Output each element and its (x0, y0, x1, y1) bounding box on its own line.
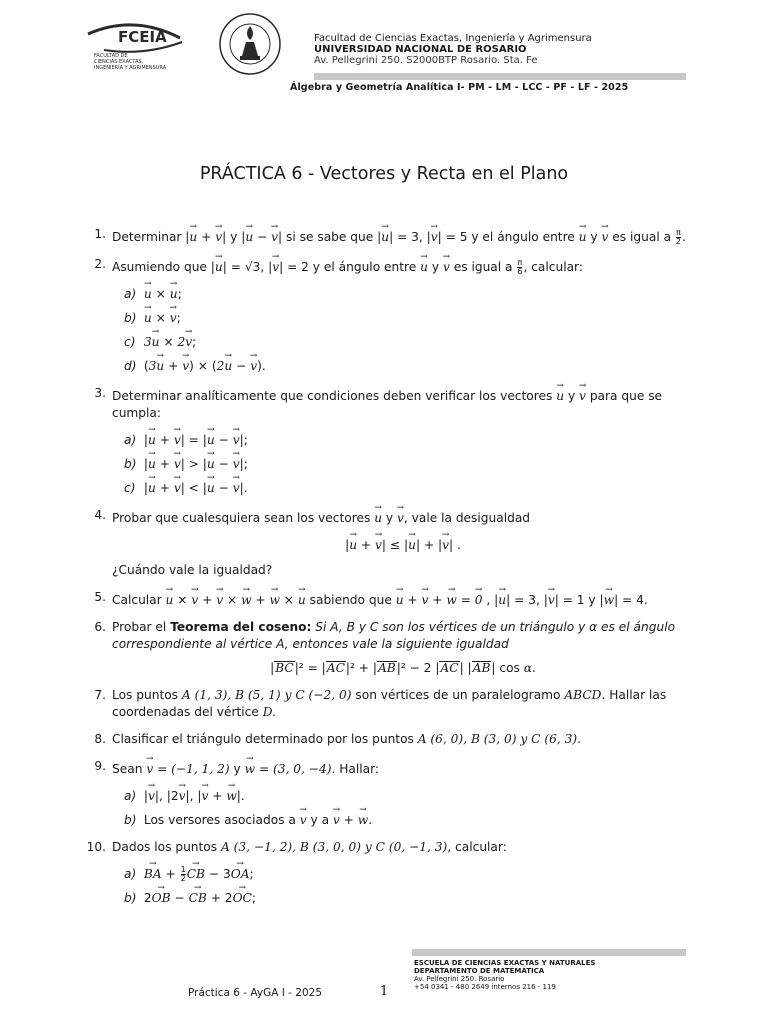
list-item: b) |→ u + → v| > |→ u − → v|; (124, 453, 694, 473)
problem-list (84, 226, 694, 917)
problem-5: 5. Calcular → u × → v + → v × → w + → w × → u sabiendo que → u + → v + → w = → 0 , |→ u| = 3, |→ v| = 1 y |→ w| = 4. (84, 589, 694, 609)
subitem-list (124, 785, 694, 829)
fceia-caption-2: CIENCIAS EXACTAS, (94, 59, 144, 65)
problem-number: 6. (94, 620, 106, 634)
followup-question: ¿Cuándo vale la igualdad? (112, 563, 273, 577)
problem-number: 5. (94, 590, 106, 604)
display-equation: |BC|² = |AC|² + |AB|² − 2 |AC| |AB| cos α. (270, 661, 536, 675)
problem-number: 8. (94, 732, 106, 746)
subitem-list (124, 863, 694, 907)
list-item: a) → BA + $\frac{1}{2}$ → CB − 3→ OA; (124, 863, 694, 883)
fceia-logo (84, 20, 194, 76)
problem-number: 2. (94, 257, 106, 271)
list-item: a) → u × → u; (124, 283, 694, 303)
header-divider (314, 73, 686, 80)
subitem-list (124, 429, 694, 497)
department-phone: +54 0341 - 480 2649 internos 216 - 119 (414, 983, 556, 991)
department-box (414, 959, 595, 991)
list-item: b) Los versores asociados a → v y a → v + → w. (124, 809, 694, 829)
fceia-caption-3: INGENIERÍA Y AGRIMENSURA (94, 65, 167, 71)
department-address: Av. Pellegrini 250. Rosario (414, 975, 505, 983)
list-item: b) → u × → v; (124, 307, 694, 327)
problem-number: 1. (94, 227, 106, 241)
school-name: ESCUELA DE CIENCIAS EXACTAS Y NATURALES (414, 959, 596, 967)
problem-7: 7. Los puntos A (1, 3), B (5, 1) y C (−2, 0) son vértices de un paralelogramo ABCD. Hallar las coordenadas del vértice D. (84, 687, 694, 721)
fraction: $\frac{\pi}{2}$ (675, 228, 682, 246)
problem-number: 4. (94, 508, 106, 522)
list-item: b) 2→ OB − → CB + 2→ OC; (124, 887, 694, 907)
page-number: 1 (380, 984, 389, 999)
problem-6: 6. Probar el Teorema del coseno: Si A, B y C son los vértices de un triángulo y α es el ángulo correspondiente al vértice A, entonces vale la siguiente igualdad |BC|² = |AC|² + |AB|² − 2 |AC| |AB| cos α. (84, 619, 694, 677)
course-line: Álgebra y Geometría Analítica I- PM - LM - LCC - PF - LF - 2025 (290, 82, 629, 93)
problem-number: 7. (94, 688, 106, 702)
problem-4: 4. Probar que cualesquiera sean los vectores → u y → v, vale la desigualdad |→ u + → v| ≤ |→ u| + |→ v| . ¿Cuándo vale la igualdad? (84, 507, 694, 579)
footer-label: Práctica 6 - AyGA I - 2025 (188, 987, 323, 999)
problem-9: 9. Sean → v = (−1, 1, 2) y → w = (3, 0, −4). Hallar: a) |→ v|, |2→ v|, |→ v + → w|. b) Los versores asociados a → v y a → v + → w. (84, 758, 694, 829)
list-item: a) |→ v|, |2→ v|, |→ v + → w|. (124, 785, 694, 805)
address: Av. Pellegrini 250. S2000BTP Rosario. Sta. Fe (314, 55, 538, 66)
list-item: c) 3→ u × 2→ v; (124, 331, 694, 351)
problem-3: 3. Determinar analíticamente que condiciones deben verificar los vectores → u y → v para que se cumpla: a) |→ u + → v| = |→ u − → v|; b) |→ u + → v| > |→ u − → v|; c) |→ u + → v| < |→ u − → v|. (84, 385, 694, 497)
unr-seal-logo (218, 12, 282, 76)
list-item: d) (3→ u + → v) × (2→ u − → v). (124, 355, 694, 375)
fceia-wordmark: FCEIA (118, 28, 167, 46)
problem-10: 10. Dados los puntos A (3, −1, 2), B (3, 0, 0) y C (0, −1, 3), calcular: a) → BA + $\frac{1}{2}$ → CB − 3→ OA; b) 2→ OB − → CB + 2→ OC; (84, 839, 694, 907)
list-item: a) |→ u + → v| = |→ u − → v|; (124, 429, 694, 449)
footer-divider (412, 949, 686, 956)
display-equation: |→ u + → v| ≤ |→ u| + |→ v| . (112, 534, 694, 554)
subitem-list (124, 283, 694, 375)
institution-header (314, 33, 592, 66)
fceia-caption-1: FACULTAD DE (94, 53, 128, 59)
faculty-name: Facultad de Ciencias Exactas, Ingeniería y Agrimensura (314, 33, 592, 44)
page-title: PRÁCTICA 6 - Vectores y Recta en el Plano (199, 164, 569, 184)
department-name: DEPARTAMENTO DE MATEMÁTICA (414, 967, 545, 975)
problem-number: 9. (94, 759, 106, 773)
problem-8: 8. Clasificar el triángulo determinado por los puntos A (6, 0), B (3, 0) y C (6, 3). (84, 731, 694, 748)
fraction: $\frac{\pi}{6}$ (517, 258, 523, 276)
problem-number: 3. (94, 386, 106, 400)
list-item: c) |→ u + → v| < |→ u − → v|. (124, 477, 694, 497)
university-name: UNIVERSIDAD NACIONAL DE ROSARIO (314, 44, 527, 55)
problem-number: 10. (86, 840, 106, 854)
problem-1: 1. Determinar |→ u + → v| y |→ u − → v| si se sabe que |→ u| = 3, |→ v| = 5 y el ángulo entre → u y → v es igual a $\frac{\pi}{2}$ . (84, 226, 694, 246)
problem-2: 2. Asumiendo que |→ u| = √3, |→ v| = 2 y el ángulo entre → u y → v es igual a $\frac{\pi}{6}$ , calcular: a) → u × → u; b) → u × → v; c) 3→ u × 2→ v; d) (3→ u + → v) × (2→ u − → v). (84, 256, 694, 375)
